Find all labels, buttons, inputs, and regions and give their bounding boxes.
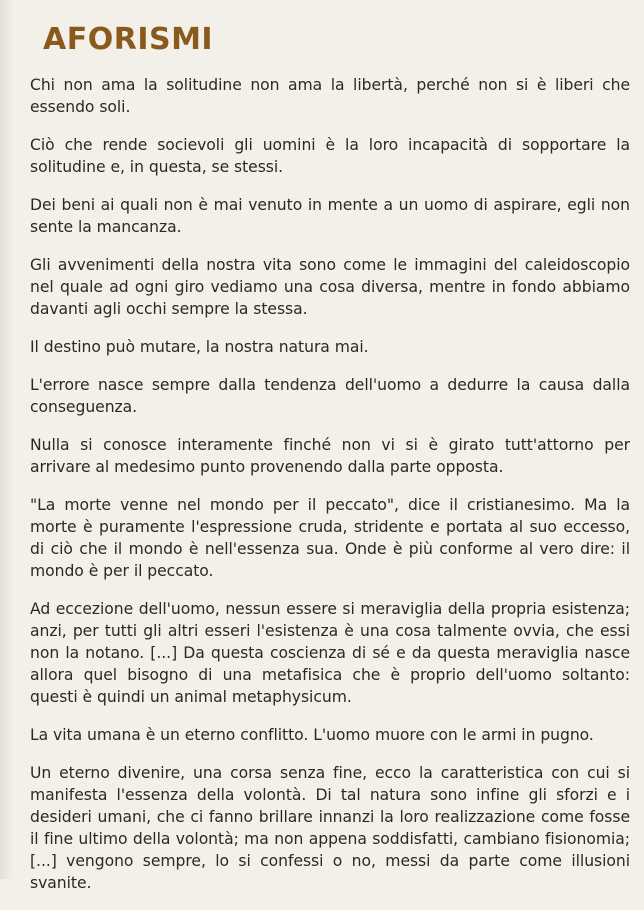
page-gutter-shadow xyxy=(0,0,14,879)
page-title: AFORISMI xyxy=(43,22,214,57)
aphorism-list xyxy=(30,74,630,910)
aphorism-4: Gli avvenimenti della nostra vita sono come le immagini del caleidoscopio nel quale ad ogni giro vediamo una cosa diversa, mentre in fondo abbiamo davanti agli occhi sempre la stessa. xyxy=(30,256,630,318)
aphorism-8: "La morte venne nel mondo per il peccato", dice il cristianesimo. Ma la morte è puramente l'espressione cruda, stridente e portata al suo eccesso, di ciò che il mondo è nell'essenza sua. Onde è più conforme al vero dire: il mondo è per il peccato. xyxy=(30,496,630,580)
aphorism-2: Ciò che rende socievoli gli uomini è la loro incapacità di sopportare la solitudine e, in questa, se stessi. xyxy=(30,136,630,176)
aphorism-5: Il destino può mutare, la nostra natura mai. xyxy=(30,338,369,356)
aphorism-1: Chi non ama la solitudine non ama la libertà, perché non si è liberi che essendo soli. xyxy=(30,76,630,116)
aphorism-9: Ad eccezione dell'uomo, nessun essere si meraviglia della propria esistenza; anzi, per tutti gli altri esseri l'esistenza è una cosa talmente ovvia, che essi non la notano. [...] Da questa coscienza di sé e da questa meraviglia nasce allora quel bisogno di una metafisica che è proprio dell'uomo soltanto: questi è quindi un animal metaphysicum. xyxy=(30,600,630,706)
aphorism-7: Nulla si conosce interamente finché non vi si è girato tutt'attorno per arrivare al medesimo punto provenendo dalla parte opposta. xyxy=(30,436,630,476)
aphorism-10: La vita umana è un eterno conflitto. L'uomo muore con le armi in pugno. xyxy=(30,726,594,744)
aphorism-11: Un eterno divenire, una corsa senza fine, ecco la caratteristica con cui si manifesta l'essenza della volontà. Di tal natura sono infine gli sforzi e i desideri umani, che ci fanno brillare innanzi la loro realizzazione come fosse il fine ultimo della volontà; ma non appena soddisfatti, cambiano fisionomia; [...] vengono sempre, lo si confessi o no, messi da parte come illusioni svanite. xyxy=(30,764,630,892)
aphorism-6: L'errore nasce sempre dalla tendenza dell'uomo a dedurre la causa dalla conseguenza. xyxy=(30,376,630,416)
aphorism-3: Dei beni ai quali non è mai venuto in mente a un uomo di aspirare, egli non sente la mancanza. xyxy=(30,196,630,236)
